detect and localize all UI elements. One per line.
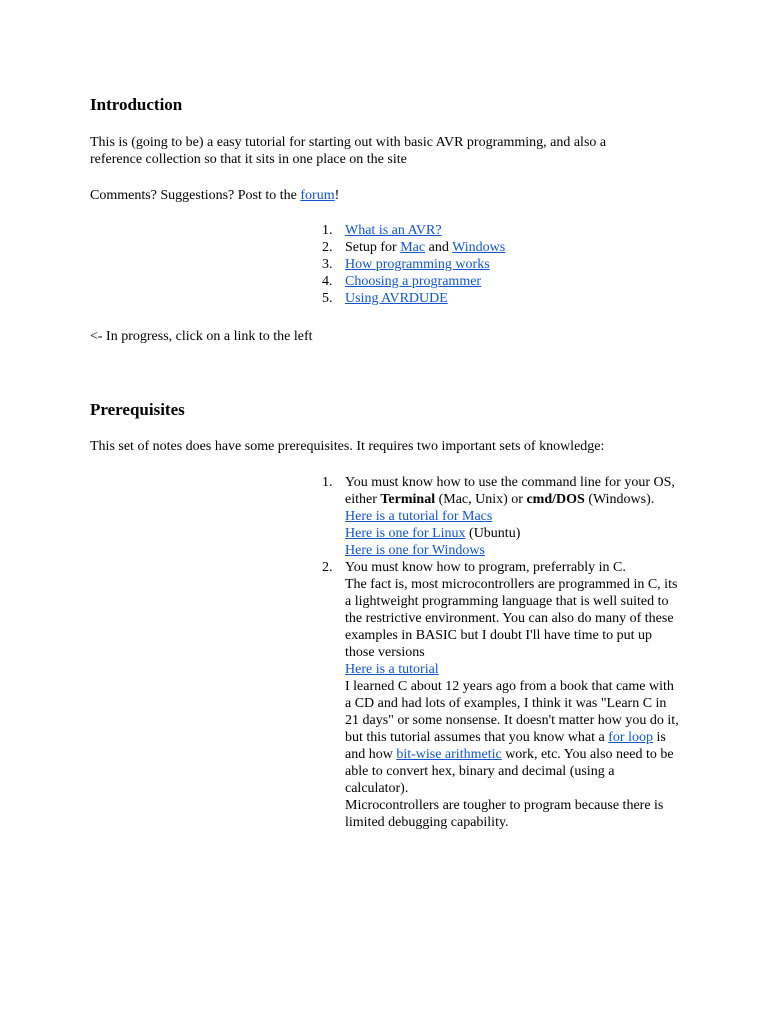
linux-tutorial-link[interactable]: Here is one for Linux (345, 526, 466, 541)
ubuntu-note: (Ubuntu) (465, 526, 521, 541)
learned-c-text: is and how (345, 730, 666, 762)
list-item (322, 474, 680, 559)
learned-c-text: I learned C about 12 years ago from a book that came with a CD and had lots of examples, I think it was "Learn C in 21 days" or some nonsense. It doesn't matter how you do it, but this tutorial assumes that you know what a (345, 679, 679, 745)
c-language-paragraph: The fact is, most microcontrollers are programmed in C, its a lightweight programming language that is well suited to the restrictive environment. You can also do many of these examples in BASIC but I doubt I'll have time to put up those versions (345, 577, 678, 660)
learned-c-text: work, etc. You also need to be able to convert hex, binary and decimal (using a calculator). (345, 747, 674, 796)
setup-text: Setup for (345, 240, 401, 255)
list-item (322, 273, 680, 290)
what-is-avr-link[interactable]: What is an AVR? (345, 223, 442, 238)
programming-requirement: You must know how to program, preferrably in C. (345, 560, 626, 575)
list-number: 1. (322, 475, 333, 490)
list-item (322, 290, 680, 307)
using-avrdude-link[interactable]: Using AVRDUDE (345, 291, 448, 306)
list-number: 2. (322, 560, 333, 575)
mac-link[interactable]: Mac (400, 240, 426, 255)
bitwise-arithmetic-link[interactable]: bit-wise arithmetic (396, 747, 502, 762)
intro-paragraph: This is (going to be) a easy tutorial for starting out with basic AVR programming, and also a reference collection so that it sits in one place on the site (90, 135, 607, 167)
list-number: 5. (322, 291, 333, 306)
list-item (322, 559, 680, 831)
comments-paragraph (90, 187, 690, 204)
comments-text: Comments? Suggestions? Post to the (90, 188, 301, 203)
list-item (322, 222, 680, 239)
forum-link[interactable]: forum (300, 188, 335, 203)
command-line-text: (Mac, Unix) or (435, 492, 527, 507)
command-line-text: (Windows). (584, 492, 655, 507)
prerequisites-paragraph: This set of notes does have some prerequisites. It requires two important sets of knowledge: (90, 439, 605, 454)
list-number: 2. (322, 240, 333, 255)
c-tutorial-link[interactable]: Here is a tutorial (345, 662, 439, 677)
list-item (322, 239, 680, 256)
prerequisites-heading: Prerequisites (90, 400, 185, 419)
windows-tutorial-link[interactable]: Here is one for Windows (345, 543, 485, 558)
debugging-note: Microcontrollers are tougher to program because there is limited debugging capability. (345, 798, 664, 830)
introduction-heading: Introduction (90, 95, 183, 114)
windows-link[interactable]: Windows (452, 240, 506, 255)
cmd-dos-term: cmd/DOS (526, 492, 585, 507)
for-loop-link[interactable]: for loop (608, 730, 653, 745)
command-line-text: You must know how to use the command line for your OS, either (345, 475, 675, 507)
and-text: and (425, 240, 453, 255)
terminal-term: Terminal (380, 492, 436, 507)
progress-note: <- In progress, click on a link to the left (90, 329, 313, 344)
list-number: 4. (322, 274, 333, 289)
list-number: 3. (322, 257, 333, 272)
topics-list (322, 222, 680, 307)
list-number: 1. (322, 223, 333, 238)
how-programming-works-link[interactable]: How programming works (345, 257, 490, 272)
list-item (322, 256, 680, 273)
choosing-programmer-link[interactable]: Choosing a programmer (345, 274, 482, 289)
comments-end: ! (334, 188, 340, 203)
prerequisites-list (322, 474, 680, 831)
mac-tutorial-link[interactable]: Here is a tutorial for Macs (345, 509, 493, 524)
